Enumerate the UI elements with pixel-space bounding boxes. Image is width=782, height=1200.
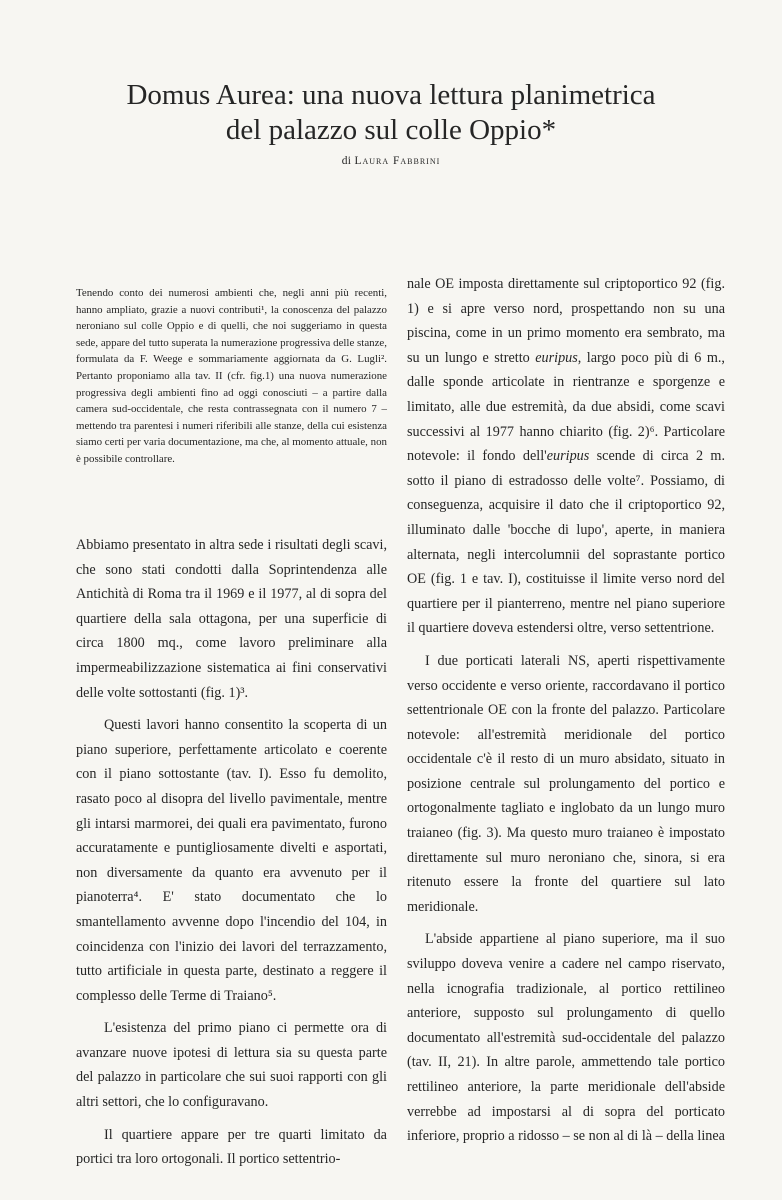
paragraph: L'abside appartiene al piano superiore, ma il suo sviluppo doveva venire a cadere nel campo riservato, nella icnografia tradizionale, al portico rettilineo anteriore, supposto sul prolungamento di quello documentato all'estremità sud-occidentale del palazzo (tav. II, 21). In altre parole, ammettendo tale portico rettilineo anteriore, la parte meridionale dell'abside verrebbe ad impostarsi al di sopra del porticato inferiore, proprio a ridosso – se non al di là – della linea [407, 931, 725, 1145]
byline [0, 155, 782, 167]
paragraph: L'esistenza del primo piano ci permette ora di avanzare nuove ipotesi di lettura sia su questa parte del palazzo in particolare che sui suoi rapporti con gli altri settori, che lo configuravano. [76, 1020, 387, 1111]
text-run: nale OE imposta direttamente sul criptoportico 92 (fig. 1) e si apre verso nord, prospettando non su una piscina, come in un primo momento era sembrato, ma su un lungo e stretto [407, 276, 725, 366]
article-title [0, 78, 782, 148]
author-name: Laura Fabbrini [354, 155, 441, 167]
text-run: , largo poco più di 6 m., dalle sponde articolate in rientranze e sporgenze e limitato, alle due estremità, da due absidi, come scavi successivi al 1977 hanno chiarito (fig. 2)⁶. Particolare notevole: il fondo dell' [407, 349, 725, 465]
byline-prefix: di [341, 155, 352, 167]
abstract-text: Tenendo conto dei numerosi ambienti che, negli anni più recenti, hanno ampliato, grazie a nuovi contributi¹, la conoscenza del palazzo neroniano sul colle Oppio e di quelli, che noi suggeriamo in questa sede, appare del tutto superata la numerazione progressiva delle stanze, formulata da F. Weege e sommariamente aggiornata da G. Lugli². Pertanto proponiamo alla tav. II (cfr. fig.1) una nuova numerazione progressiva degli ambienti fino ad oggi conosciuti – a partire dalla camera sud-occidentale, che resta contrassegnata con il numero 7 – mettendo tra parentesi i numeri riferibili alle stanze, della cui esistenza siamo certi per varia documentazione, ma che, al momento attuale, non è possibile controllare. [76, 287, 387, 465]
text-run: scende di circa 2 m. sotto il piano di estradosso delle volte⁷. Possiamo, di conseguenza, acquisire il dato che il criptoportico 92, illuminato dalle 'bocche di lupo', aperte, in maniera alternata, negli intercolumnii del soprastante portico OE (fig. 1 e tav. I), costituisse il limite verso nord del quartiere per il pianterreno, mentre nel piano superiore il quartiere doveva estendersi oltre, verso settentrione. [407, 448, 725, 637]
left-column [76, 533, 387, 1172]
paragraph [407, 272, 725, 641]
euripus-term: euripus [535, 349, 578, 366]
paragraph: Questi lavori hanno consentito la scoperta di un piano superiore, perfettamente articolato e coerente con il piano sottostante (tav. I). Esso fu demolito, rasato poco al disopra del livello pavimentale, mentre gli intarsi marmorei, dei quali era pavimentato, furono accuratamente e puntigliosamente divelti e asportati, non diversamente da quanto era avvenuto per il pianoterra⁴. E' stato documentato che lo smantellamento avvenne dopo l'incendio del 104, in coincidenza con l'inizio dei lavori del terrazzamento, tutto artificiale in questa parte, destinato a reggere il complesso delle Terme di Traiano⁵. [76, 717, 387, 1004]
paragraph: I due porticati laterali NS, aperti rispettivamente verso occidente e verso oriente, raccordavano il portico settentrionale OE con la fronte del palazzo. Particolare notevole: all'estremità meridionale del portico occidentale c'è il resto di un muro absidato, situato in posizione centrale sul prolungamento del portico e ortogonalmente tagliato e inglobato da un lungo muro traianeo (fig. 3). Ma questo muro traianeo è impostato direttamente sul muro neroniano che, sinora, si era ritenuto essere la fronte del quartiere sul lato meridionale. [407, 652, 725, 915]
title-line-2: del palazzo sul colle Oppio* [225, 114, 557, 146]
paragraph: Abbiamo presentato in altra sede i risultati degli scavi, che sono stati condotti dalla Soprintendenza alle Antichità di Roma tra il 1969 e il 1977, al di sopra del quartiere della sala ottagona, per una superficie di circa 1800 mq., come lavoro preliminare alla impermeabilizzazione sistematica ai fini conservativi delle volte sottostanti (fig. 1)³. [76, 537, 387, 701]
right-column [407, 272, 725, 1149]
abstract [76, 285, 387, 468]
euripus-term: euripus [546, 448, 590, 465]
paragraph: Il quartiere appare per tre quarti limitato da portici tra loro ortogonali. Il portico settentrio- [76, 1126, 387, 1168]
title-line-1: Domus Aurea: una nuova lettura planimetrica [126, 79, 656, 111]
